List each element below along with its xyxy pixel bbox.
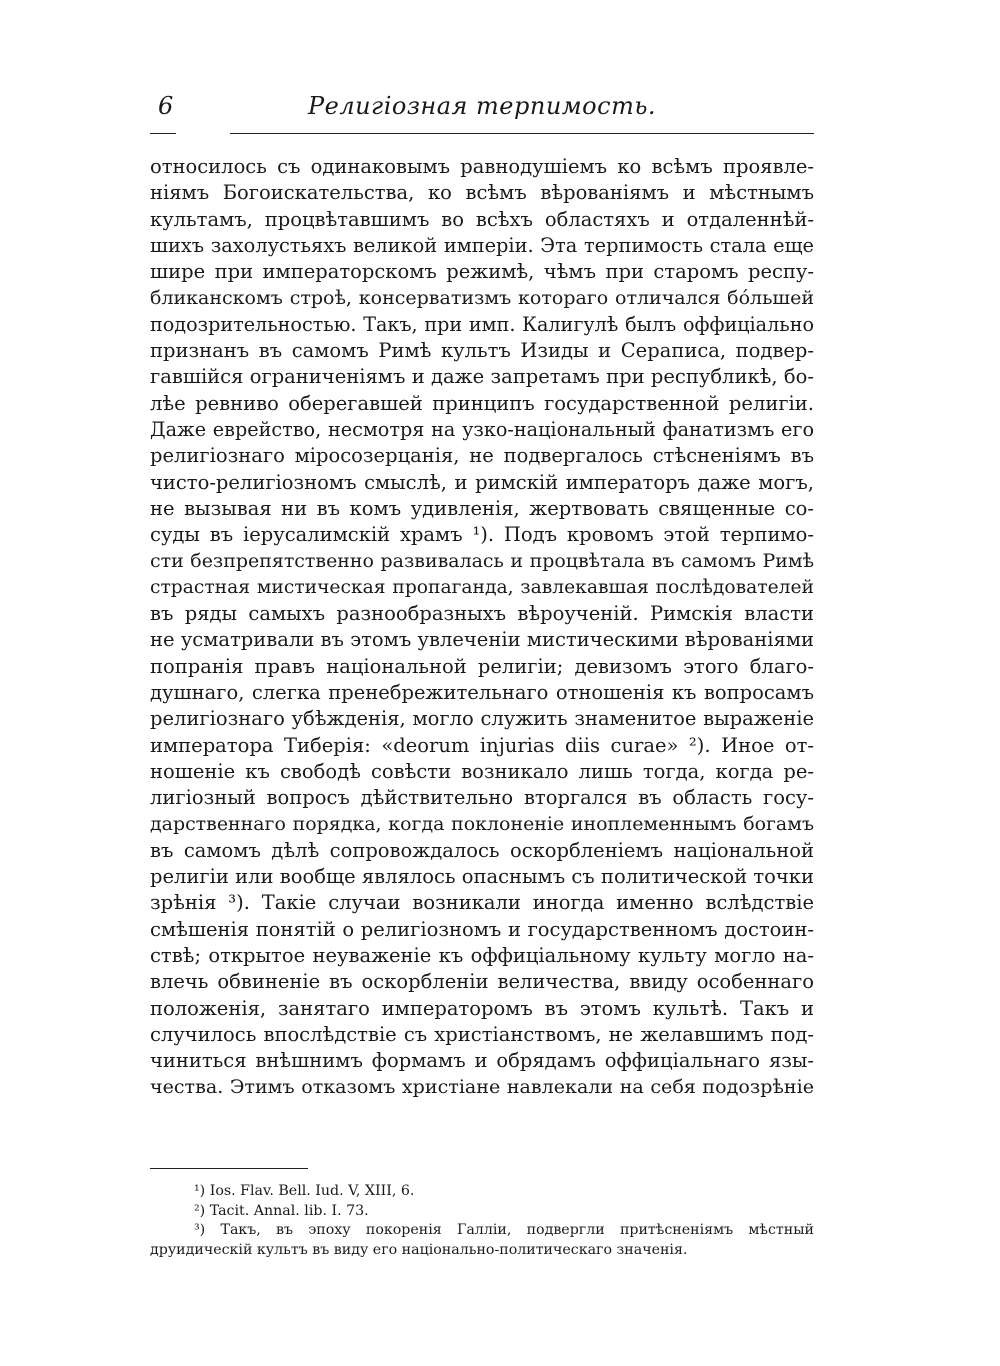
text-line: сти безпрепятственно развивалась и процвѣтала въ самомъ Римѣ xyxy=(150,550,814,573)
footnotes xyxy=(150,1182,814,1260)
text-line: душнаго, слегка пренебрежительнаго отношенія къ вопросамъ xyxy=(150,680,814,704)
text-line: чисто-религіозномъ смыслѣ, и римскій императоръ даже могъ, xyxy=(150,470,814,494)
footnote-1: ¹) Ios. Flav. Bell. Iud. V, XIII, 6. xyxy=(194,1183,415,1199)
header-rule xyxy=(150,133,814,134)
text-line: чиниться внѣшнимъ формамъ и обрядамъ оффиціальнаго язы- xyxy=(150,1049,814,1073)
running-title: Религіозная терпимость. xyxy=(307,92,657,120)
text-line: ношеніе къ свободѣ совѣсти возникало лишь тогда, когда ре- xyxy=(150,759,814,783)
text-line: попранія правъ національной религіи; девизомъ этого благо- xyxy=(150,654,814,678)
text-line: ніямъ Богоискательства, ко всѣмъ вѣрованіямъ и мѣстнымъ xyxy=(150,181,814,205)
footnote-3-continuation: друидическій культъ въ виду его національно-политическаго значенія. xyxy=(150,1241,688,1258)
text-line: смѣшенія понятій о религіозномъ и государственномъ достоин- xyxy=(150,917,814,941)
text-line: бликанскомъ строѣ, консерватизмъ котораго отличался бóльшей xyxy=(150,287,814,310)
text-line: не вызывая ни въ комъ удивленія, жертвовать священные со- xyxy=(150,496,814,520)
text-line: императора Тиберія: «deorum injurias diis curae» ²). Иное от- xyxy=(150,733,814,757)
page-number: 6 xyxy=(158,92,174,120)
text-line: шихъ захолустьяхъ великой имперіи. Эта терпимость стала еще xyxy=(150,233,814,257)
text-line: не усматривали въ этомъ увлеченіи мистическими вѣрованіями xyxy=(150,628,814,652)
header-rule-gap xyxy=(176,131,230,137)
text-line: положенія, занятаго императоромъ въ этомъ культѣ. Такъ и xyxy=(150,996,814,1020)
text-line: относилось съ одинаковымъ равнодушіемъ ко всѣмъ проявле- xyxy=(150,155,814,178)
text-line: страстная мистическая пропаганда, завлекавшая послѣдователей xyxy=(150,576,814,598)
text-line: зрѣнія ³). Такіе случаи возникали иногда именно вслѣдствіе xyxy=(150,891,814,915)
text-line: подозрительностью. Такъ, при имп. Калигулѣ былъ оффиціально xyxy=(150,312,814,336)
text-line: случилось впослѣдствіе съ христіанствомъ, не желавшимъ под- xyxy=(150,1022,814,1046)
text-line: шире при императорскомъ режимѣ, чѣмъ при старомъ респу- xyxy=(150,260,814,284)
footnote-2: ²) Tacit. Annal. lib. I. 73. xyxy=(194,1202,369,1219)
text-line: суды въ іерусалимскій храмъ ¹). Подъ кровомъ этой терпимо- xyxy=(150,523,814,547)
footnote-rule xyxy=(150,1168,308,1169)
page-header xyxy=(150,92,814,128)
footnote-3: ³) Такъ, въ эпоху покоренія Галліи, подвергли притѣсненіямъ мѣстный xyxy=(194,1222,814,1238)
text-line: культамъ, процвѣтавшимъ во всѣхъ областяхъ и отдаленнѣй- xyxy=(150,207,814,231)
text-line: дарственнаго порядка, когда поклоненіе иноплеменнымъ богамъ xyxy=(150,813,814,836)
text-line: религіи или вообще являлось опаснымъ съ политической точки xyxy=(150,865,814,889)
text-line: въ ряды самыхъ разнообразныхъ вѣроученій. Римскія власти xyxy=(150,602,814,626)
text-line: признанъ въ самомъ Римѣ культъ Изиды и Сераписа, подвер- xyxy=(150,339,814,363)
text-line: ствѣ; открытое неуваженіе къ оффиціальному культу могло на- xyxy=(150,943,814,967)
text-line: влечь обвиненіе въ оскорбленіи величества, ввиду особеннаго xyxy=(150,970,814,994)
text-line: религіознаго міросозерцанія, не подвергалось стѣсненіямъ въ xyxy=(150,444,814,468)
text-line: въ самомъ дѣлѣ сопровождалось оскорбленіемъ національной xyxy=(150,838,814,862)
text-line: лигіозный вопросъ дѣйствительно вторгался въ область госу- xyxy=(150,786,814,810)
text-line: религіознаго убѣжденія, могло служить знаменитое выраженіе xyxy=(150,707,814,731)
body-text xyxy=(150,154,814,1101)
text-line: Даже еврейство, несмотря на узко-національный фанатизмъ его xyxy=(150,417,814,441)
text-line: лѣе ревниво оберегавшей принципъ государственной религіи. xyxy=(150,391,814,415)
text-line: чества. Этимъ отказомъ христіане навлекали на себя подозрѣніе xyxy=(150,1076,814,1099)
text-line: гавшійся ограниченіямъ и даже запретамъ при республикѣ, бо- xyxy=(150,365,814,389)
